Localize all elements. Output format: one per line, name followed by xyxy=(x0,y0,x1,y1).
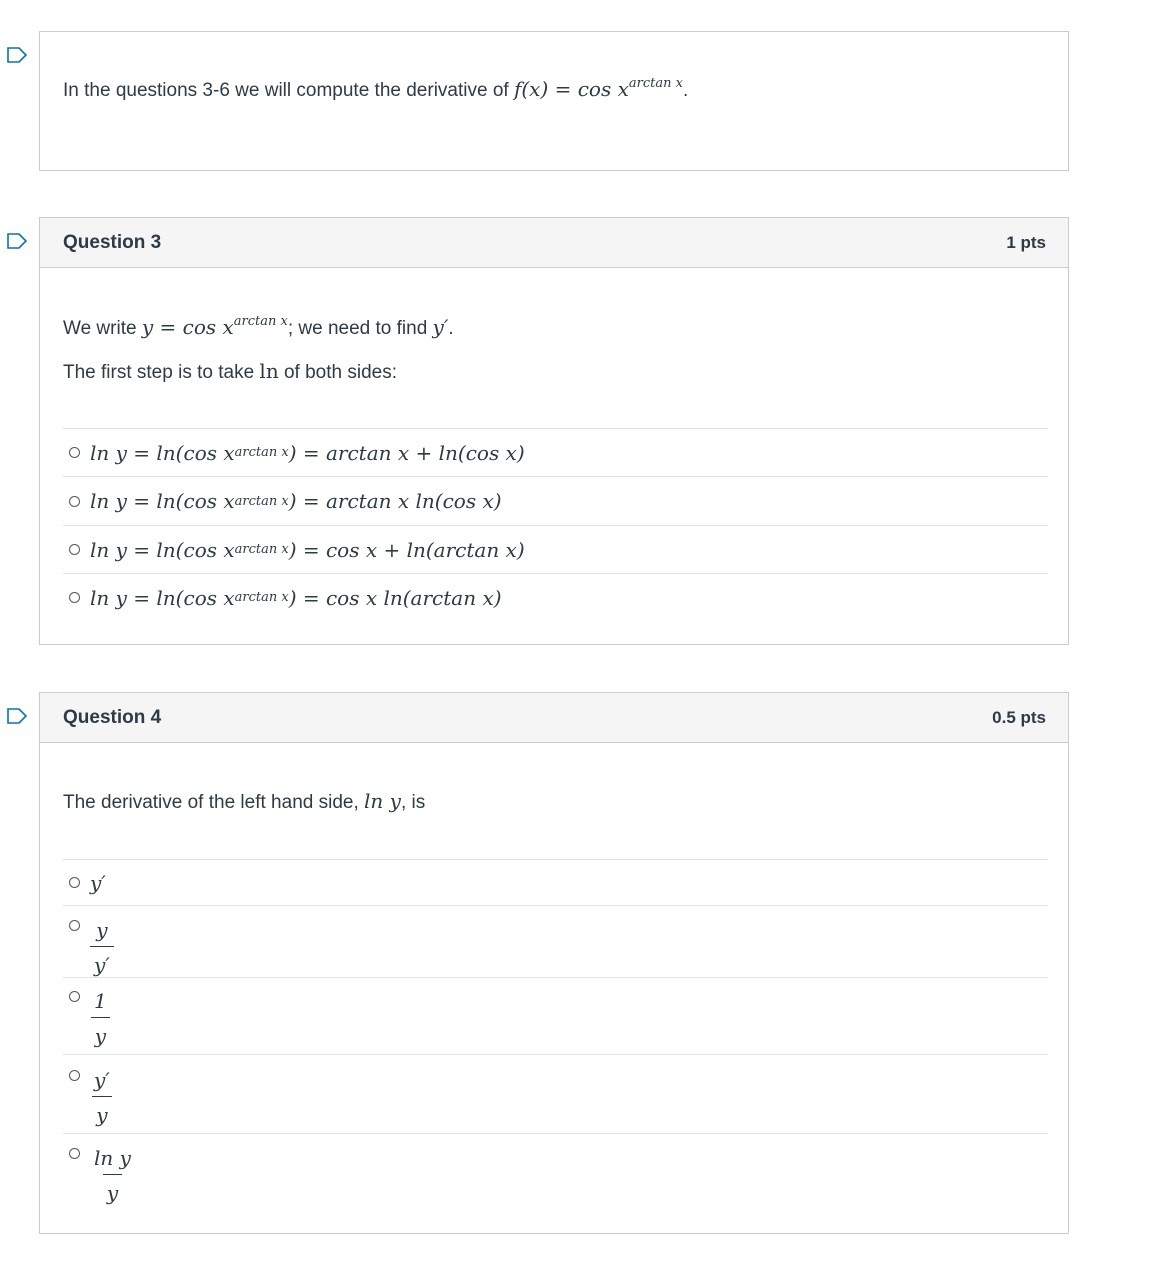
question-3-text-line1: We write $y = \cos x^{arctan x}$; we need to find y′. xyxy=(63,314,454,339)
question-3-title: Question 3 xyxy=(63,231,162,253)
question-3-text-line2: The first step is to take ln of both sides: xyxy=(63,359,397,383)
flag-question-icon[interactable] xyxy=(7,233,27,249)
question-4-answers xyxy=(63,859,1048,1213)
question-4-points: 0.5 pts xyxy=(992,707,1046,727)
radio-button[interactable] xyxy=(69,1070,80,1081)
question-3-answers xyxy=(63,428,1048,621)
answer-option[interactable]: ln y = ln(cos x arctan x ) = cos x ln(arctan x) xyxy=(63,573,1048,621)
fraction: $\frac{y'}{y}$ xyxy=(94,1068,110,1127)
fraction: $\frac{\text{ln y}}{y}$ xyxy=(94,1146,131,1205)
question-4-title: Question 4 xyxy=(63,706,162,728)
radio-button[interactable] xyxy=(69,592,80,603)
radio-button[interactable] xyxy=(69,991,80,1002)
radio-button[interactable] xyxy=(69,920,80,931)
answer-option[interactable] xyxy=(63,905,1048,977)
radio-button[interactable] xyxy=(69,544,80,555)
answer-option[interactable] xyxy=(63,977,1048,1054)
answer-option[interactable]: ln y = ln(cos x arctan x ) = cos x + ln(arctan x) xyxy=(63,525,1048,573)
radio-button[interactable] xyxy=(69,1148,80,1159)
answer-option[interactable]: y′ xyxy=(63,859,1048,905)
answer-option[interactable] xyxy=(63,1133,1048,1213)
question-4-header xyxy=(40,693,1068,743)
question-4-card xyxy=(39,692,1069,1234)
intro-card xyxy=(39,31,1069,171)
radio-button[interactable] xyxy=(69,877,80,888)
intro-formula: f(x) = cos x xyxy=(513,77,629,101)
question-3-header xyxy=(40,218,1068,268)
flag-question-icon[interactable] xyxy=(7,708,27,724)
intro-text: In the questions 3-6 we will compute the derivative of $f(x) = \cos x^{arctan x}$. xyxy=(63,76,689,101)
question-3-card xyxy=(39,217,1069,645)
answer-option[interactable]: ln y = ln(cos x arctan x ) = arctan x ln(cos x) xyxy=(63,476,1048,525)
flag-question-icon[interactable] xyxy=(7,47,27,63)
question-3-points: 1 pts xyxy=(1006,232,1046,252)
fraction: $\frac{y}{y'}$ xyxy=(90,916,114,977)
intro-formula-exponent: arctan x xyxy=(628,76,683,91)
fraction: $\frac{1}{y}$ xyxy=(90,987,111,1048)
radio-button[interactable] xyxy=(69,496,80,507)
answer-option[interactable]: ln y = ln(cos x arctan x ) = arctan x + ln(cos x) xyxy=(63,428,1048,476)
question-4-text: The derivative of the left hand side, ln y, is xyxy=(63,789,426,813)
radio-button[interactable] xyxy=(69,447,80,458)
answer-option[interactable] xyxy=(63,1054,1048,1133)
